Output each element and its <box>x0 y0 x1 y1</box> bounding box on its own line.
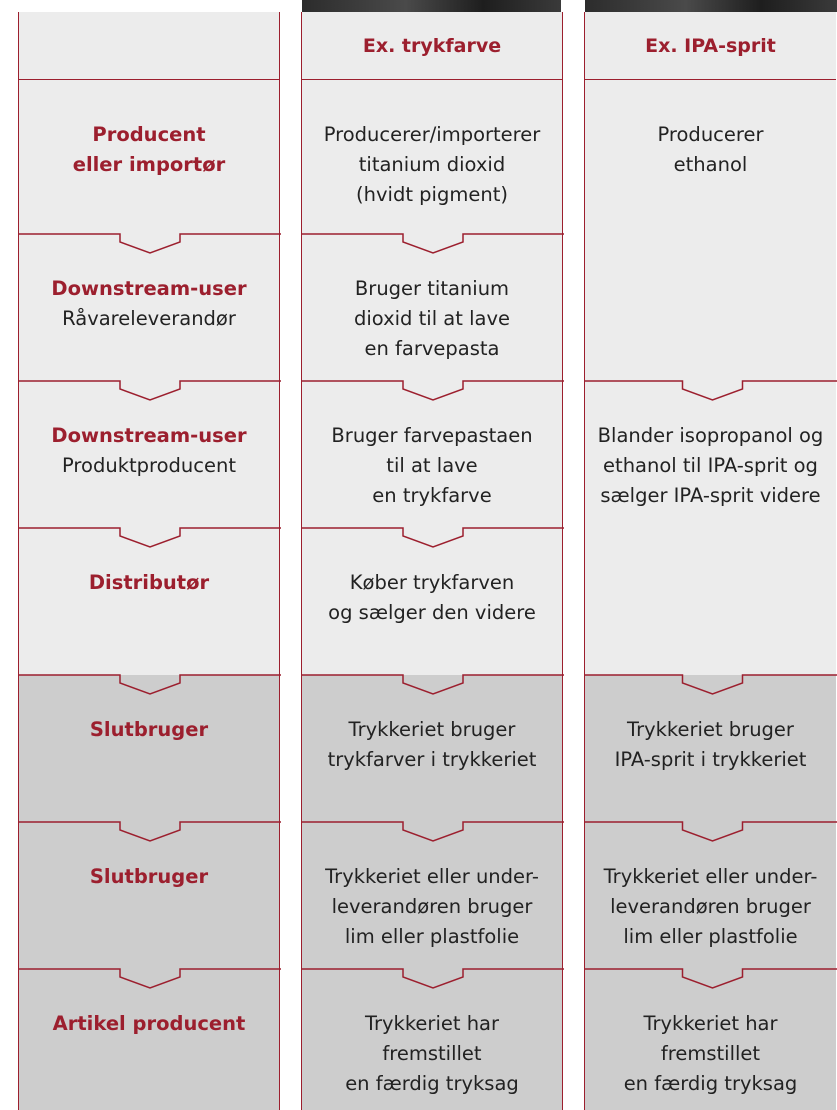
stage-description: Trykkeriet eller under- leverandøren bruger lim eller plastfolie <box>603 865 818 948</box>
stage-description: Trykkeriet har fremstillet en færdig tryksag <box>345 1012 519 1095</box>
role-subtitle: Produktproducent <box>62 454 236 477</box>
role-name: Producent eller importør <box>72 123 226 176</box>
role-label <box>51 274 246 334</box>
stage-cell <box>19 80 279 234</box>
column-header-ipa <box>585 12 836 80</box>
role-label-column <box>18 12 280 1110</box>
role-label <box>90 862 208 892</box>
role-name: Distributør <box>88 571 210 594</box>
role-name: Slutbruger <box>89 865 209 888</box>
flow-chevron-icon <box>19 233 281 257</box>
stage-description: Trykkeriet bruger trykfarver i trykkeriet <box>327 718 537 771</box>
flow-chevron-icon <box>302 968 564 992</box>
stage-description: Køber trykfarven og sælger den videre <box>328 571 536 624</box>
stage-cell <box>302 80 562 234</box>
flow-chevron-icon <box>19 821 281 845</box>
flow-chevron-icon <box>19 968 281 992</box>
flow-chevron-icon <box>585 380 837 404</box>
role-name: Downstream-user <box>51 277 247 300</box>
stage-description: Producerer ethanol <box>657 123 764 176</box>
role-name: Downstream-user <box>51 424 247 447</box>
flow-chevron-icon <box>19 380 281 404</box>
flow-chevron-icon <box>302 674 564 698</box>
flow-chevron-icon <box>302 821 564 845</box>
stage-cell <box>585 528 836 675</box>
flow-chevron-icon <box>302 380 564 404</box>
role-label <box>53 1009 246 1039</box>
stage-description: Producerer/importerer titanium dioxid (hvidt pigment) <box>323 123 541 206</box>
role-name: Slutbruger <box>89 718 209 741</box>
product-photo-ipa <box>585 0 837 12</box>
flow-chevron-icon <box>585 674 837 698</box>
flow-chevron-icon <box>302 233 564 257</box>
role-subtitle: Råvareleverandør <box>62 307 236 330</box>
role-label <box>89 568 209 598</box>
stage-description: Blander isopropanol og ethanol til IPA-sprit og sælger IPA-sprit videre <box>597 424 824 507</box>
role-label <box>51 421 246 481</box>
column-header-title: Ex. IPA-sprit <box>645 34 776 57</box>
stage-description: Trykkeriet bruger IPA-sprit i trykkeriet <box>614 718 807 771</box>
column-header-trykfarve <box>302 12 562 80</box>
role-label <box>90 715 208 745</box>
stage-description: Bruger titanium dioxid til at lave en farvepasta <box>353 277 511 360</box>
role-label <box>73 120 226 180</box>
flow-chevron-icon <box>19 527 281 551</box>
column-header-empty <box>19 12 279 80</box>
column-header-title: Ex. trykfarve <box>362 34 502 57</box>
stage-description: Trykkeriet har fremstillet en færdig tryksag <box>623 1012 798 1095</box>
role-name: Artikel producent <box>52 1012 246 1035</box>
stage-description: Trykkeriet eller under- leverandøren bruger lim eller plastfolie <box>325 865 539 948</box>
trykfarve-column <box>301 12 563 1110</box>
stage-cell <box>585 80 836 234</box>
stage-description: Bruger farvepastaen til at lave en trykfarve <box>331 424 533 507</box>
flow-chevron-icon <box>585 821 837 845</box>
ipa-sprit-column <box>584 12 837 1110</box>
flow-chevron-icon <box>585 968 837 992</box>
flow-chevron-icon <box>19 674 281 698</box>
stage-cell <box>585 234 836 381</box>
product-photo-trykfarve <box>302 0 561 12</box>
flow-chevron-icon <box>302 527 564 551</box>
